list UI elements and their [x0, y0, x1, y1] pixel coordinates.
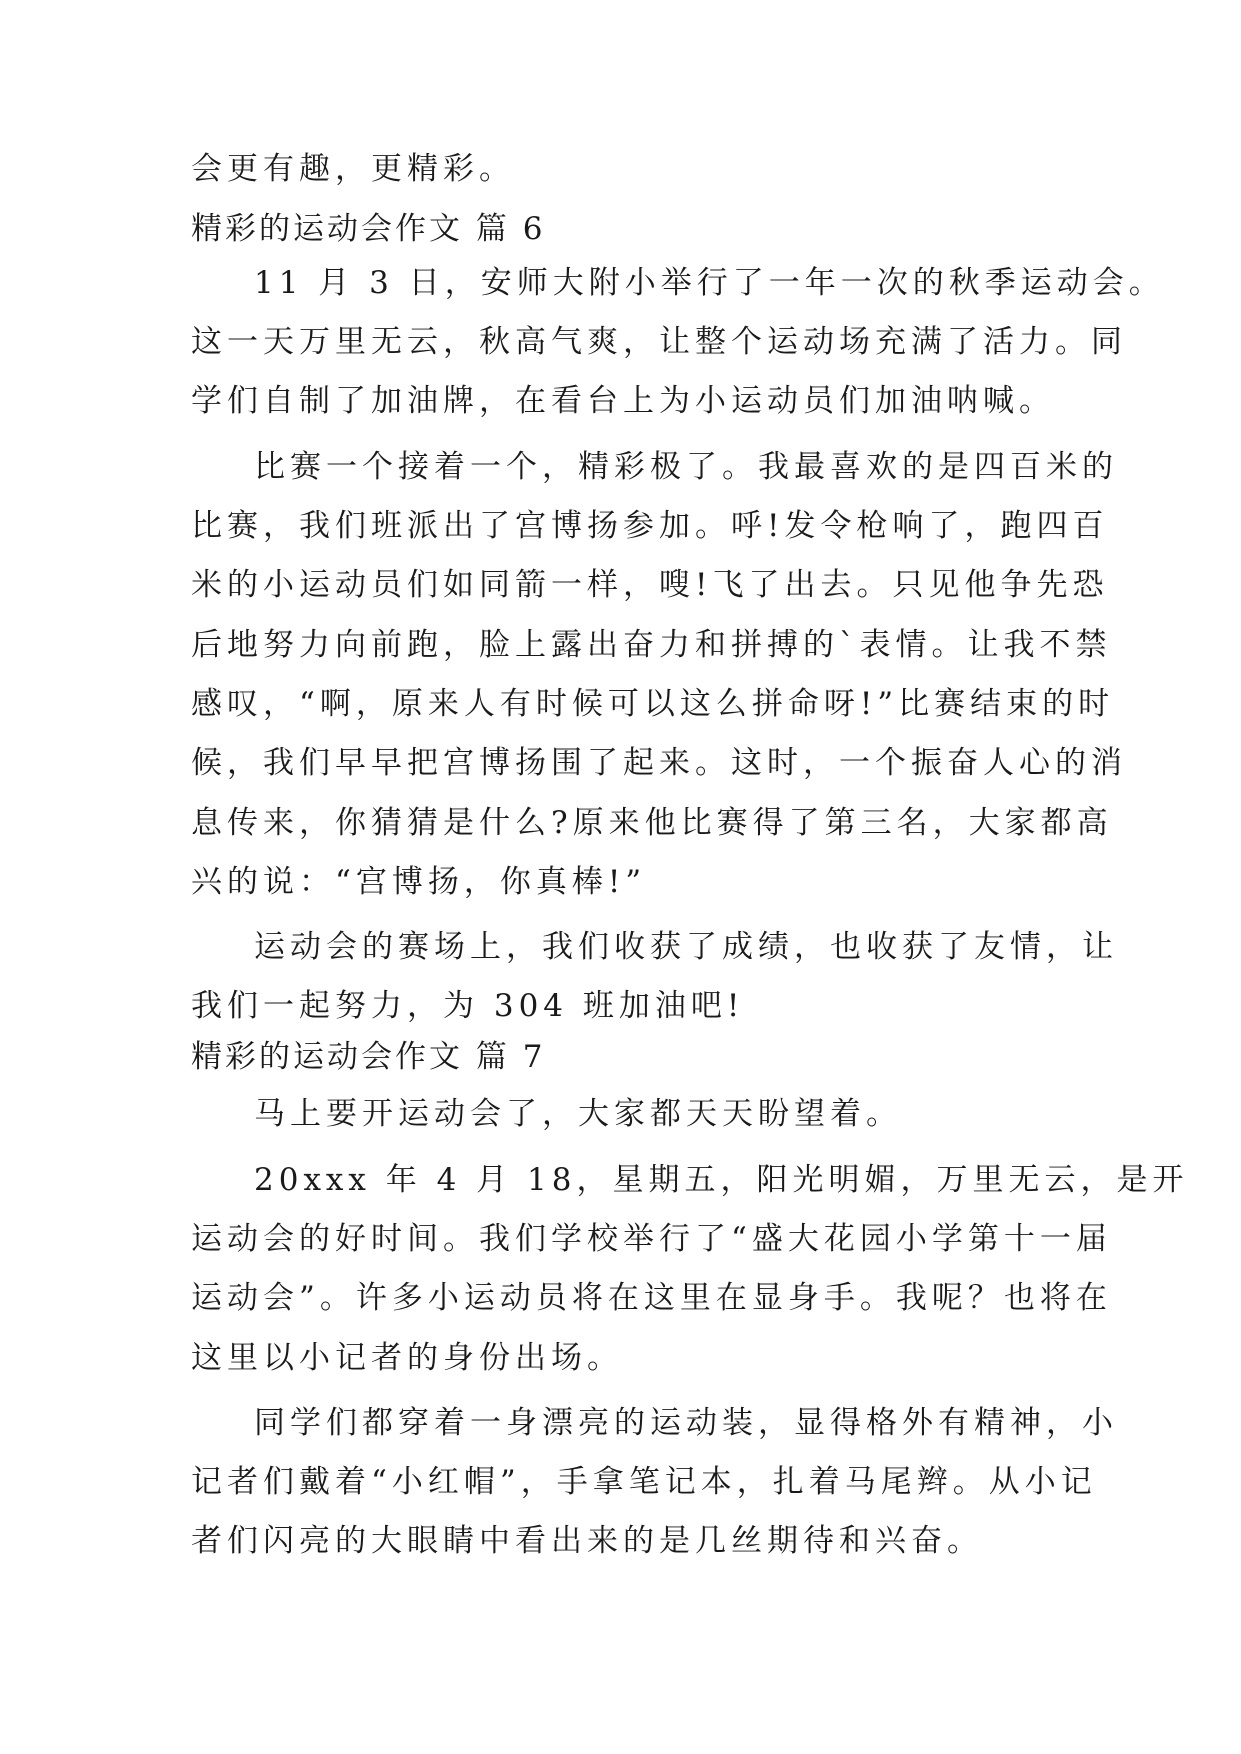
paragraph-line: 候，我们早早把宫博扬围了起来。这时，一个振奋人心的消 — [191, 745, 1127, 781]
paragraph-line: 会更有趣，更精彩。 — [191, 151, 515, 187]
paragraph-line: 20xxx 年 4 月 18，星期五，阳光明媚，万里无云，是开 — [254, 1162, 1189, 1198]
section-heading: 精彩的运动会作文 篇 6 — [191, 211, 546, 247]
paragraph-line: 11 月 3 日，安师大附小举行了一年一次的秋季运动会。 — [254, 265, 1165, 301]
paragraph-line: 比赛一个接着一个，精彩极了。我最喜欢的是四百米的 — [254, 449, 1118, 485]
paragraph-line: 感叹，“啊，原来人有时候可以这么拼命呀!”比赛结束的时 — [191, 686, 1115, 722]
paragraph-line: 这一天万里无云，秋高气爽，让整个运动场充满了活力。同 — [191, 324, 1127, 360]
paragraph-line: 记者们戴着“小红帽”，手拿笔记本，扎着马尾辫。从小记 — [191, 1464, 1097, 1500]
paragraph-line: 运动会的赛场上，我们收获了成绩，也收获了友情，让 — [254, 929, 1118, 965]
paragraph-line: 我们一起努力，为 304 班加油吧! — [191, 988, 745, 1024]
paragraph-line: 后地努力向前跑，脸上露出奋力和拼搏的`表情。让我不禁 — [191, 627, 1112, 663]
paragraph-line: 这里以小记者的身份出场。 — [191, 1340, 623, 1376]
paragraph-line: 兴的说：“宫博扬，你真棒!” — [191, 864, 647, 900]
paragraph-line: 马上要开运动会了，大家都天天盼望着。 — [254, 1096, 902, 1132]
paragraph-line: 运动会”。许多小运动员将在这里在显身手。我呢？也将在 — [191, 1280, 1112, 1316]
paragraph-line: 比赛，我们班派出了宫博扬参加。呼!发令枪响了，跑四百 — [191, 508, 1109, 544]
paragraph-line: 息传来，你猜猜是什么?原来他比赛得了第三名，大家都高 — [191, 805, 1113, 841]
paragraph-line: 同学们都穿着一身漂亮的运动装，显得格外有精神，小 — [254, 1405, 1118, 1441]
paragraph-line: 米的小运动员们如同箭一样，嗖!飞了出去。只见他争先恐 — [191, 567, 1109, 603]
paragraph-line: 学们自制了加油牌，在看台上为小运动员们加油呐喊。 — [191, 383, 1055, 419]
paragraph-line: 者们闪亮的大眼睛中看出来的是几丝期待和兴奋。 — [191, 1523, 983, 1559]
section-heading: 精彩的运动会作文 篇 7 — [191, 1039, 546, 1075]
paragraph-line: 运动会的好时间。我们学校举行了“盛大花园小学第十一届 — [191, 1221, 1112, 1257]
